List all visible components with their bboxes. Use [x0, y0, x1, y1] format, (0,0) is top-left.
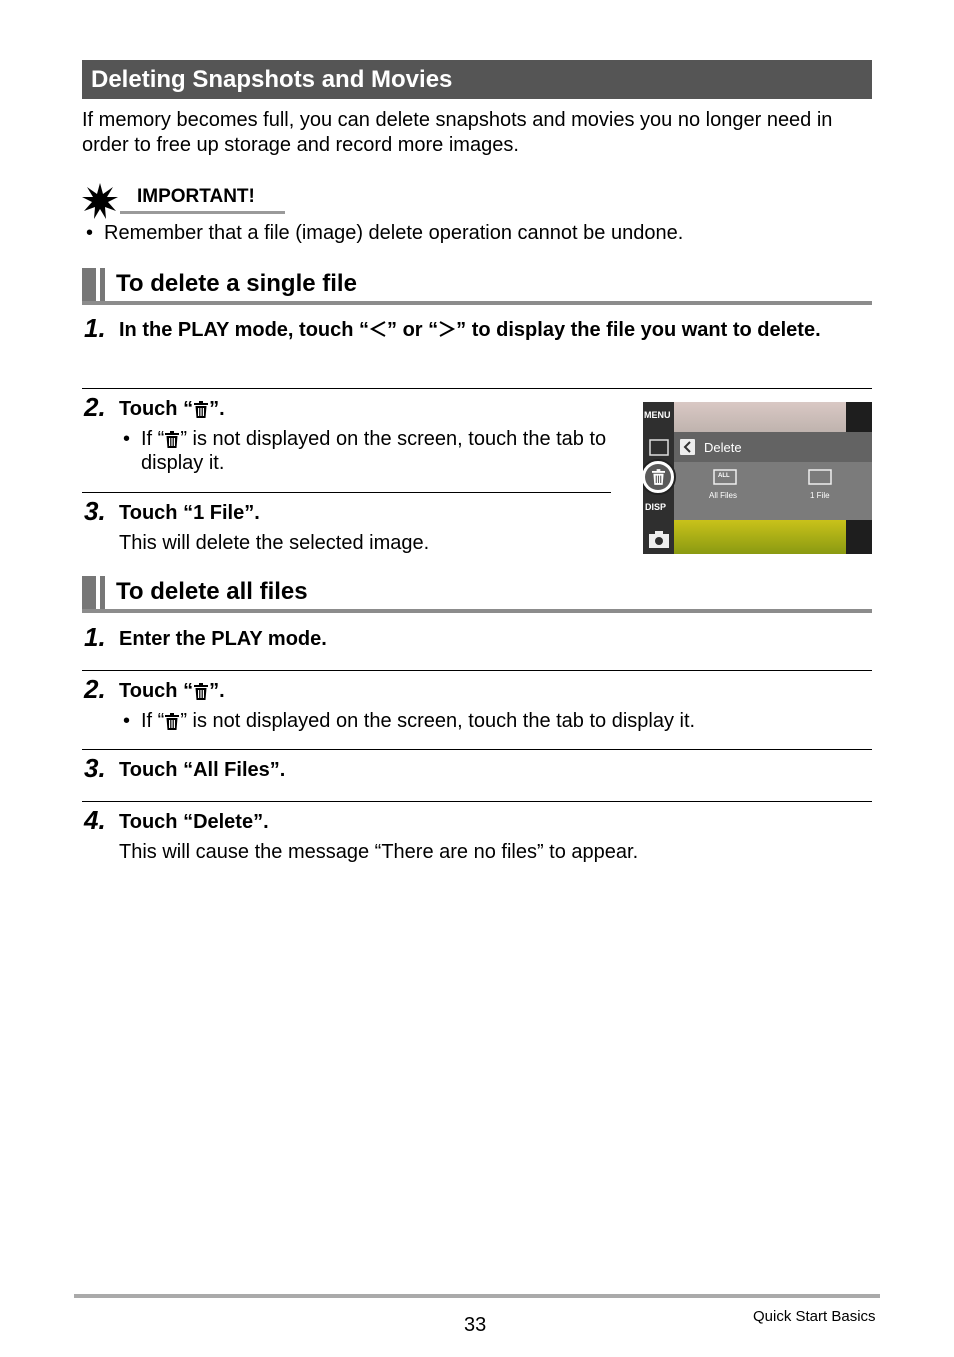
step-divider — [82, 670, 872, 671]
step-divider — [82, 801, 872, 802]
section-title: Deleting Snapshots and Movies — [82, 60, 872, 99]
footer-section-label: Quick Start Basics — [753, 1308, 876, 1325]
trash-icon — [165, 431, 179, 448]
step-number: 2. — [84, 392, 106, 422]
step-number: 3. — [84, 496, 106, 526]
camera-delete-title: Delete — [704, 440, 742, 455]
important-underline — [120, 211, 285, 214]
burst-icon — [82, 183, 118, 219]
step-text: Enter the PLAY mode. — [119, 628, 327, 650]
step-number: 1. — [84, 622, 106, 652]
chevron-right-icon — [438, 320, 456, 338]
step-text: Touch “All Files”. — [119, 759, 286, 781]
step-bullet: • If “ ” is not displayed on the screen, touch the tab to display it. — [123, 710, 696, 732]
intro-paragraph: If memory becomes full, you can delete snapshots and movies you no longer need in order to free up storage and record more images. — [82, 109, 833, 156]
step-bullet: • If “ ” is not displayed on the screen, touch the tab to display it. — [123, 428, 607, 474]
step-number: 4. — [84, 805, 106, 835]
step-text: Touch “ ”. — [119, 398, 225, 420]
step-note: This will cause the message “There are no files” to appear. — [119, 841, 639, 863]
trash-icon — [194, 401, 208, 418]
step-note: This will delete the selected image. — [119, 532, 430, 554]
footer-rule — [74, 1294, 880, 1298]
step-text: In the PLAY mode, touch “ ” or “ ” to display the file you want to delete. — [119, 319, 821, 341]
chevron-left-icon — [369, 320, 387, 338]
step-number: 2. — [84, 674, 106, 704]
camera-screen-illustration — [643, 402, 872, 554]
trash-icon — [652, 469, 665, 485]
subheading-all-title: To delete all files — [116, 578, 308, 605]
step-text: Touch “ ”. — [119, 680, 225, 702]
step-number: 1. — [84, 313, 106, 343]
important-label: IMPORTANT! — [137, 186, 255, 207]
camera-one-file-label: 1 File — [810, 491, 830, 500]
trash-icon — [194, 683, 208, 700]
step-number: 3. — [84, 753, 106, 783]
step-divider — [82, 492, 611, 493]
step-text: Touch “1 File”. — [119, 502, 260, 524]
page-number: 33 — [464, 1314, 487, 1336]
step-divider — [82, 388, 872, 389]
camera-all-icon-label: ALL — [718, 473, 730, 479]
step-divider — [82, 749, 872, 750]
subheading-single — [82, 268, 872, 306]
camera-icon — [649, 530, 669, 548]
camera-disp-label: DISP — [645, 502, 667, 512]
trash-icon — [165, 713, 179, 730]
camera-all-files-label: All Files — [709, 491, 738, 500]
important-bullet: • Remember that a file (image) delete operation cannot be undone. — [86, 222, 684, 244]
camera-menu-label: MENU — [644, 410, 671, 420]
subheading-all — [82, 576, 872, 614]
step-text: Touch “Delete”. — [119, 811, 269, 833]
subheading-single-title: To delete a single file — [116, 270, 357, 297]
